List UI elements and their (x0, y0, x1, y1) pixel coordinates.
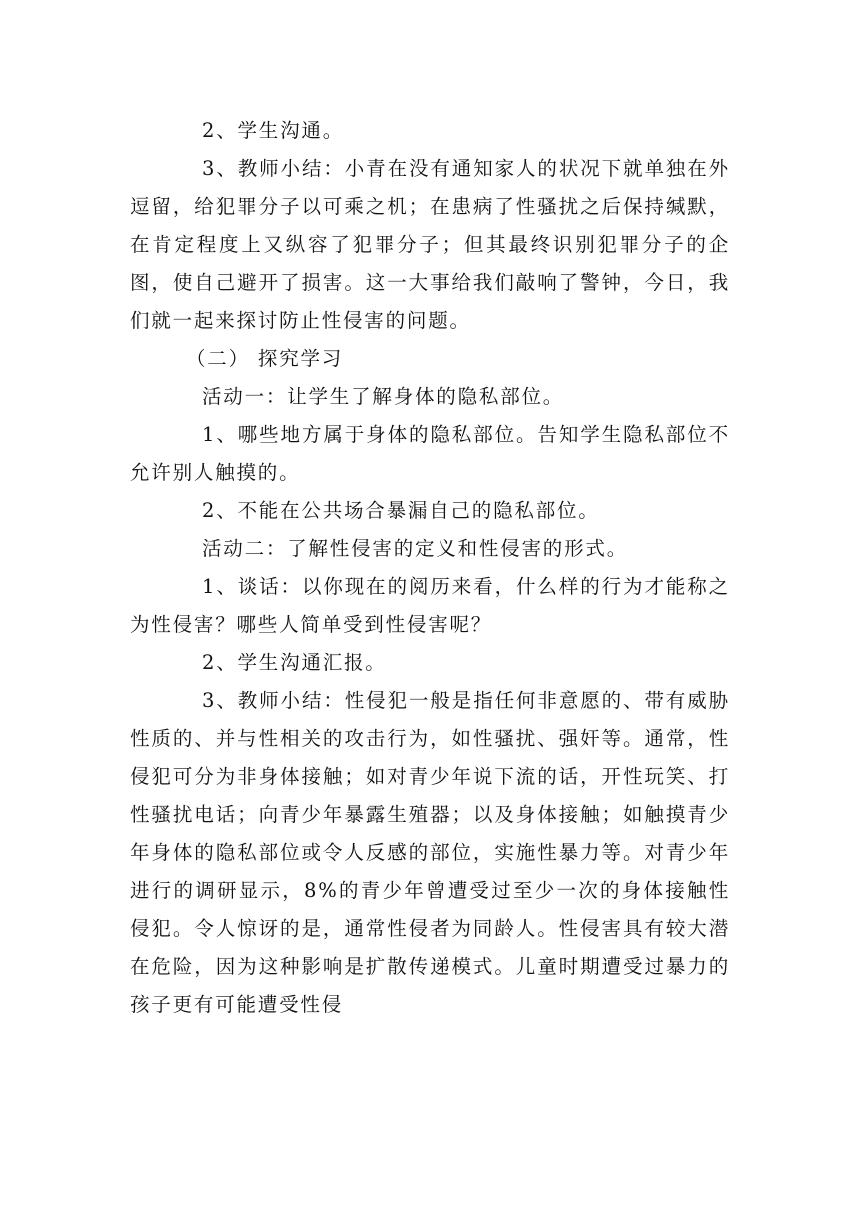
paragraph-student-report: 2、学生沟通汇报。 (202, 651, 387, 674)
paragraph-private-parts: 1、哪些地方属于身体的隐私部位。告知学生隐私部位不允许别人触摸的。 (130, 423, 730, 484)
paragraph-student-communication: 2、学生沟通。 (202, 119, 345, 142)
paragraph-activity-one: 活动一：让学生了解身体的隐私部位。 (202, 385, 565, 408)
document-body (130, 112, 730, 1024)
paragraph-teacher-summary-1: 3、教师小结：小青在没有通知家人的状况下就单独在外逗留，给犯罪分子以可乘之机；在患病了性骚扰之后保持缄默，在肯定程度上又纵容了犯罪分子；但其最终识别犯罪分子的企图，使自己避开了损害。这一大事给我们敲响了警钟，今日，我们就一起来探讨防止性侵害的问题。 (130, 157, 730, 332)
section-heading-inquiry-learning: （二） 探究学习 (186, 347, 344, 370)
paragraph-public-exposure: 2、不能在公共场合暴漏自己的隐私部位。 (202, 499, 600, 522)
paragraph-teacher-summary-2: 3、教师小结：性侵犯一般是指任何非意愿的、带有威胁性质的、并与性相关的攻击行为，如性骚扰、强奸等。通常，性侵犯可分为非身体接触；如对青少年说下流的话，开性玩笑、打性骚扰电话；向青少年暴露生殖器；以及身体接触；如触摸青少年身体的隐私部位或令人反感的部位，实施性暴力等。对青少年进行的调研显示，8%的青少年曾遭受过至少一次的身体接触性侵犯。令人惊讶的是，通常性侵者为同龄人。性侵害具有较大潜在危险，因为这种影响是扩散传递模式。儿童时期遭受过暴力的孩子更有可能遭受性侵 (130, 689, 730, 1016)
paragraph-activity-two: 活动二：了解性侵害的定义和性侵害的形式。 (202, 537, 629, 560)
paragraph-conversation: 1、谈话：以你现在的阅历来看，什么样的行为才能称之为性侵害？哪些人简单受到性侵害呢？ (130, 575, 730, 636)
